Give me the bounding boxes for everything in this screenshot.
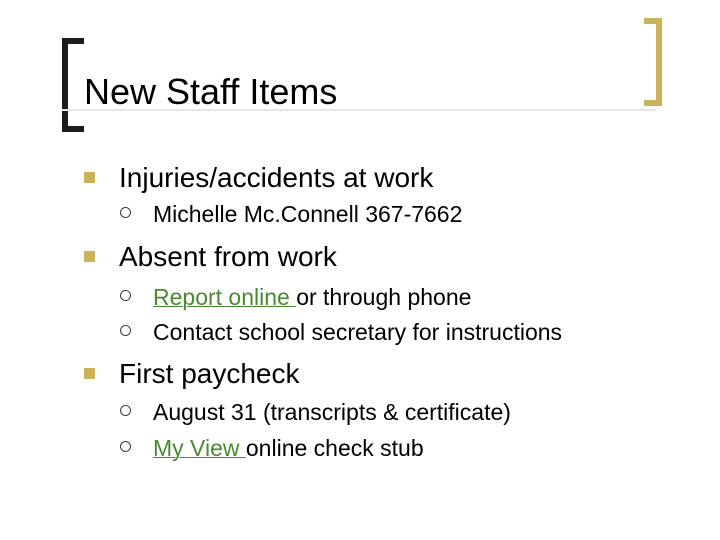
bullet-first-paycheck: First paycheck xyxy=(119,358,300,389)
bullet-injuries: Injuries/accidents at work xyxy=(119,162,434,193)
sub-item-my-view xyxy=(153,434,424,462)
bullet-marker-icon xyxy=(84,251,95,262)
bullet-marker-icon xyxy=(84,368,95,379)
sub-bullet-marker-icon xyxy=(120,290,131,301)
left-bracket-decoration xyxy=(62,38,68,132)
report-online-link[interactable]: Report online xyxy=(153,284,297,310)
bullet-marker-icon xyxy=(84,172,95,183)
sub-bullet-marker-icon xyxy=(120,405,131,416)
sub-bullet-marker-icon xyxy=(120,441,131,452)
right-bracket-bottom xyxy=(644,100,662,106)
sub-item-text: Contact school secretary for instructions xyxy=(153,319,563,345)
bullet-absent: Absent from work xyxy=(119,241,337,272)
sub-bullet-marker-icon xyxy=(120,325,131,336)
sub-item-text: online check stub xyxy=(245,435,424,461)
sub-item-august-31 xyxy=(153,398,511,426)
my-view-link[interactable]: My View xyxy=(153,435,246,461)
sub-item-contact-secretary xyxy=(153,318,562,346)
sub-item-contact-phone xyxy=(153,200,462,228)
right-bracket-top xyxy=(644,18,662,24)
left-bracket-bottom xyxy=(62,126,84,132)
slide-title: New Staff Items xyxy=(84,71,338,112)
right-bracket-decoration xyxy=(656,18,662,106)
left-bracket-top xyxy=(62,38,84,44)
sub-item-text: Michelle Mc.Connell 367-7662 xyxy=(153,201,463,227)
sub-item-text: or through phone xyxy=(296,284,472,310)
sub-item-text: August 31 (transcripts & certificate) xyxy=(153,399,511,425)
sub-item-report-online xyxy=(153,283,471,311)
sub-bullet-marker-icon xyxy=(120,207,131,218)
